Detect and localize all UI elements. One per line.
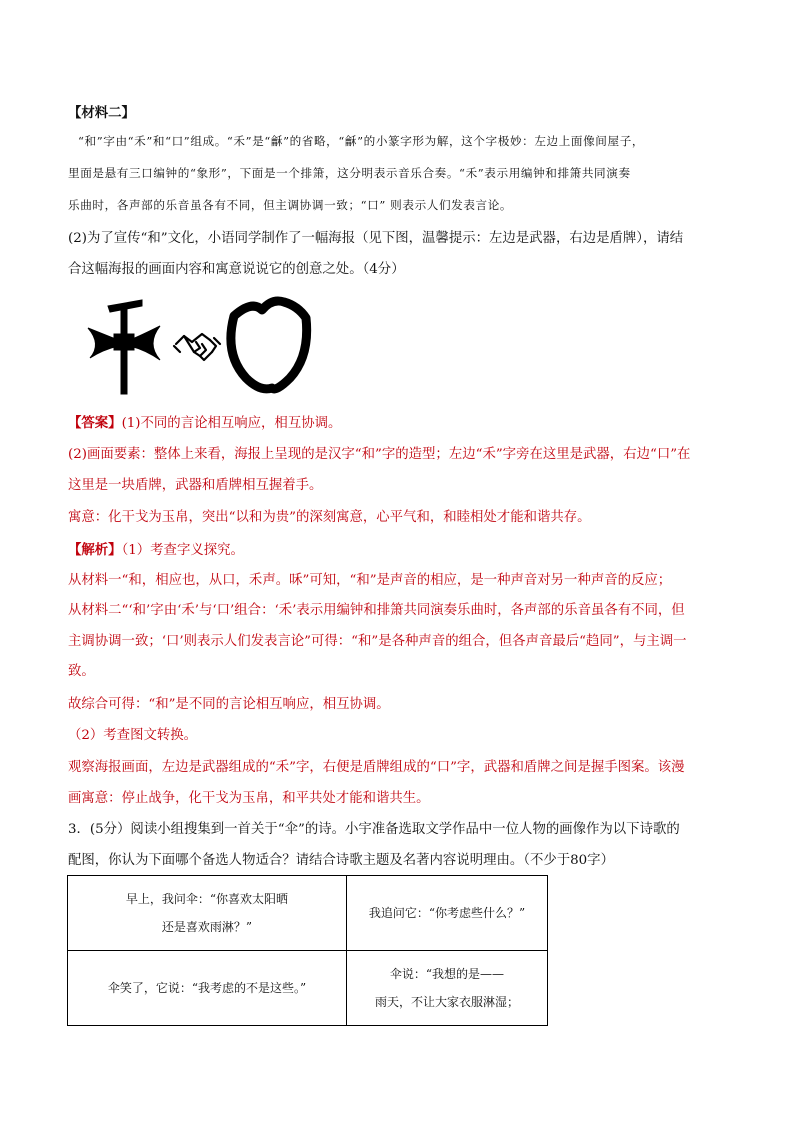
poem-line: 伞笑了，它说：“我考虑的不是这些。” (107, 981, 307, 995)
analysis-line-6: 故综合可得：“和”是不同的言论相互响应，相互协调。 (68, 697, 390, 712)
poem-line: 还是喜欢雨淋？” (161, 920, 253, 934)
question2-line-1: (2)为了宣传“和”文化，小语同学制作了一幅海报（见下图，温馨提示：左边是武器，右边是盾牌），请结 (68, 231, 684, 246)
poem-cell (347, 951, 548, 1026)
analysis-label: 【解析】 (68, 542, 122, 558)
poem-cell (68, 876, 347, 951)
analysis-line-5: 致。 (68, 664, 95, 679)
answer-text-1: (1)不同的言论相互响应，相互协调。 (121, 416, 342, 431)
question3-line-2: 配图，你认为下面哪个备选人物适合？请结合诗歌主题及名著内容说明理由。（不少于80字） (68, 853, 614, 868)
poem-cell (347, 876, 548, 951)
weapon-he-glyph-icon (88, 300, 160, 394)
analysis-line-7: （2）考查图文转换。 (68, 728, 198, 743)
poem-line: 雨天，不让大家衣服淋湿； (374, 995, 519, 1009)
poem-table (67, 875, 548, 1026)
analysis-line-8: 观察海报画面，左边是武器组成的“禾”字，右便是盾牌组成的“口”字，武器和盾牌之间是握手图案。该漫 (68, 760, 685, 775)
table-row (68, 876, 548, 951)
analysis-line-3: 从材料二“‘和’字由‘禾’与‘口’组合：‘禾’表示用编钟和排箫共同演奏乐曲时，各声部的乐音虽各有不同，但 (68, 603, 685, 618)
material2-header: 【材料二】 (68, 105, 135, 121)
answer-line-3: 这里是一块盾牌，武器和盾牌相互握着手。 (68, 478, 323, 493)
table-row (68, 951, 548, 1026)
analysis-line-2: 从材料一“和，相应也，从口，禾声。咊”可知，“和”是声音的相应，是一种声音对另一种声音的反应； (68, 573, 672, 588)
analysis-line-1 (68, 539, 244, 562)
material2-line-1: “和”字由“禾”和“口”组成。“禾”是“龢”的省略，“龢”的小篆字形为解，这个字极妙：左边上面像间屋子， (78, 134, 645, 148)
shield-icon (231, 301, 307, 389)
analysis-text-1: （1）考查字义探究。 (121, 543, 244, 558)
poem-line: 伞说：“我想的是—— (389, 967, 505, 981)
question2-line-2: 合这幅海报的画面内容和寓意说说它的创意之处。（4分） (68, 262, 405, 277)
material2-line-3: 乐曲时，各声部的乐音虽各有不同，但主调协调一致；“口” 则表示人们发表言论。 (68, 198, 513, 212)
handshake-icon (174, 334, 220, 360)
poem-line: 我追问它：“你考虑些什么？” (368, 906, 526, 920)
poem-cell (68, 951, 347, 1026)
answer-label: 【答案】 (68, 415, 122, 431)
poem-line: 早上，我问伞：“你喜欢太阳晒 (125, 892, 289, 906)
answer-line-1 (68, 412, 341, 435)
answer-line-2: (2)画面要素：整体上来看，海报上呈现的是汉字“和”字的造型；左边“禾”字旁在这里是武器，右边“口”在 (68, 447, 691, 462)
material2-line-2: 里面是悬有三口编钟的“象形”，下面是一个排箫，这分明表示音乐合奏。“禾”表示用编钟和排箫共同演奏 (68, 166, 631, 180)
question3-line-1: 3．(5分）阅读小组搜集到一首关于“伞”的诗。小宇准备选取文学作品中一位人物的画像作为以下诗歌的 (68, 822, 680, 837)
poster-image (84, 296, 314, 396)
answer-line-4: 寓意：化干戈为玉帛，突出“以和为贵”的深刻寓意，心平气和，和睦相处才能和谐共存。 (68, 510, 591, 525)
analysis-line-4: 主调协调一致；‘口’则表示人们发表言论”可得：“和”是各种声音的组合，但各声音最后“趋同”，与主调一 (68, 634, 687, 649)
analysis-line-9: 画寓意：停止战争，化干戈为玉帛，和平共处才能和谐共生。 (68, 791, 430, 806)
